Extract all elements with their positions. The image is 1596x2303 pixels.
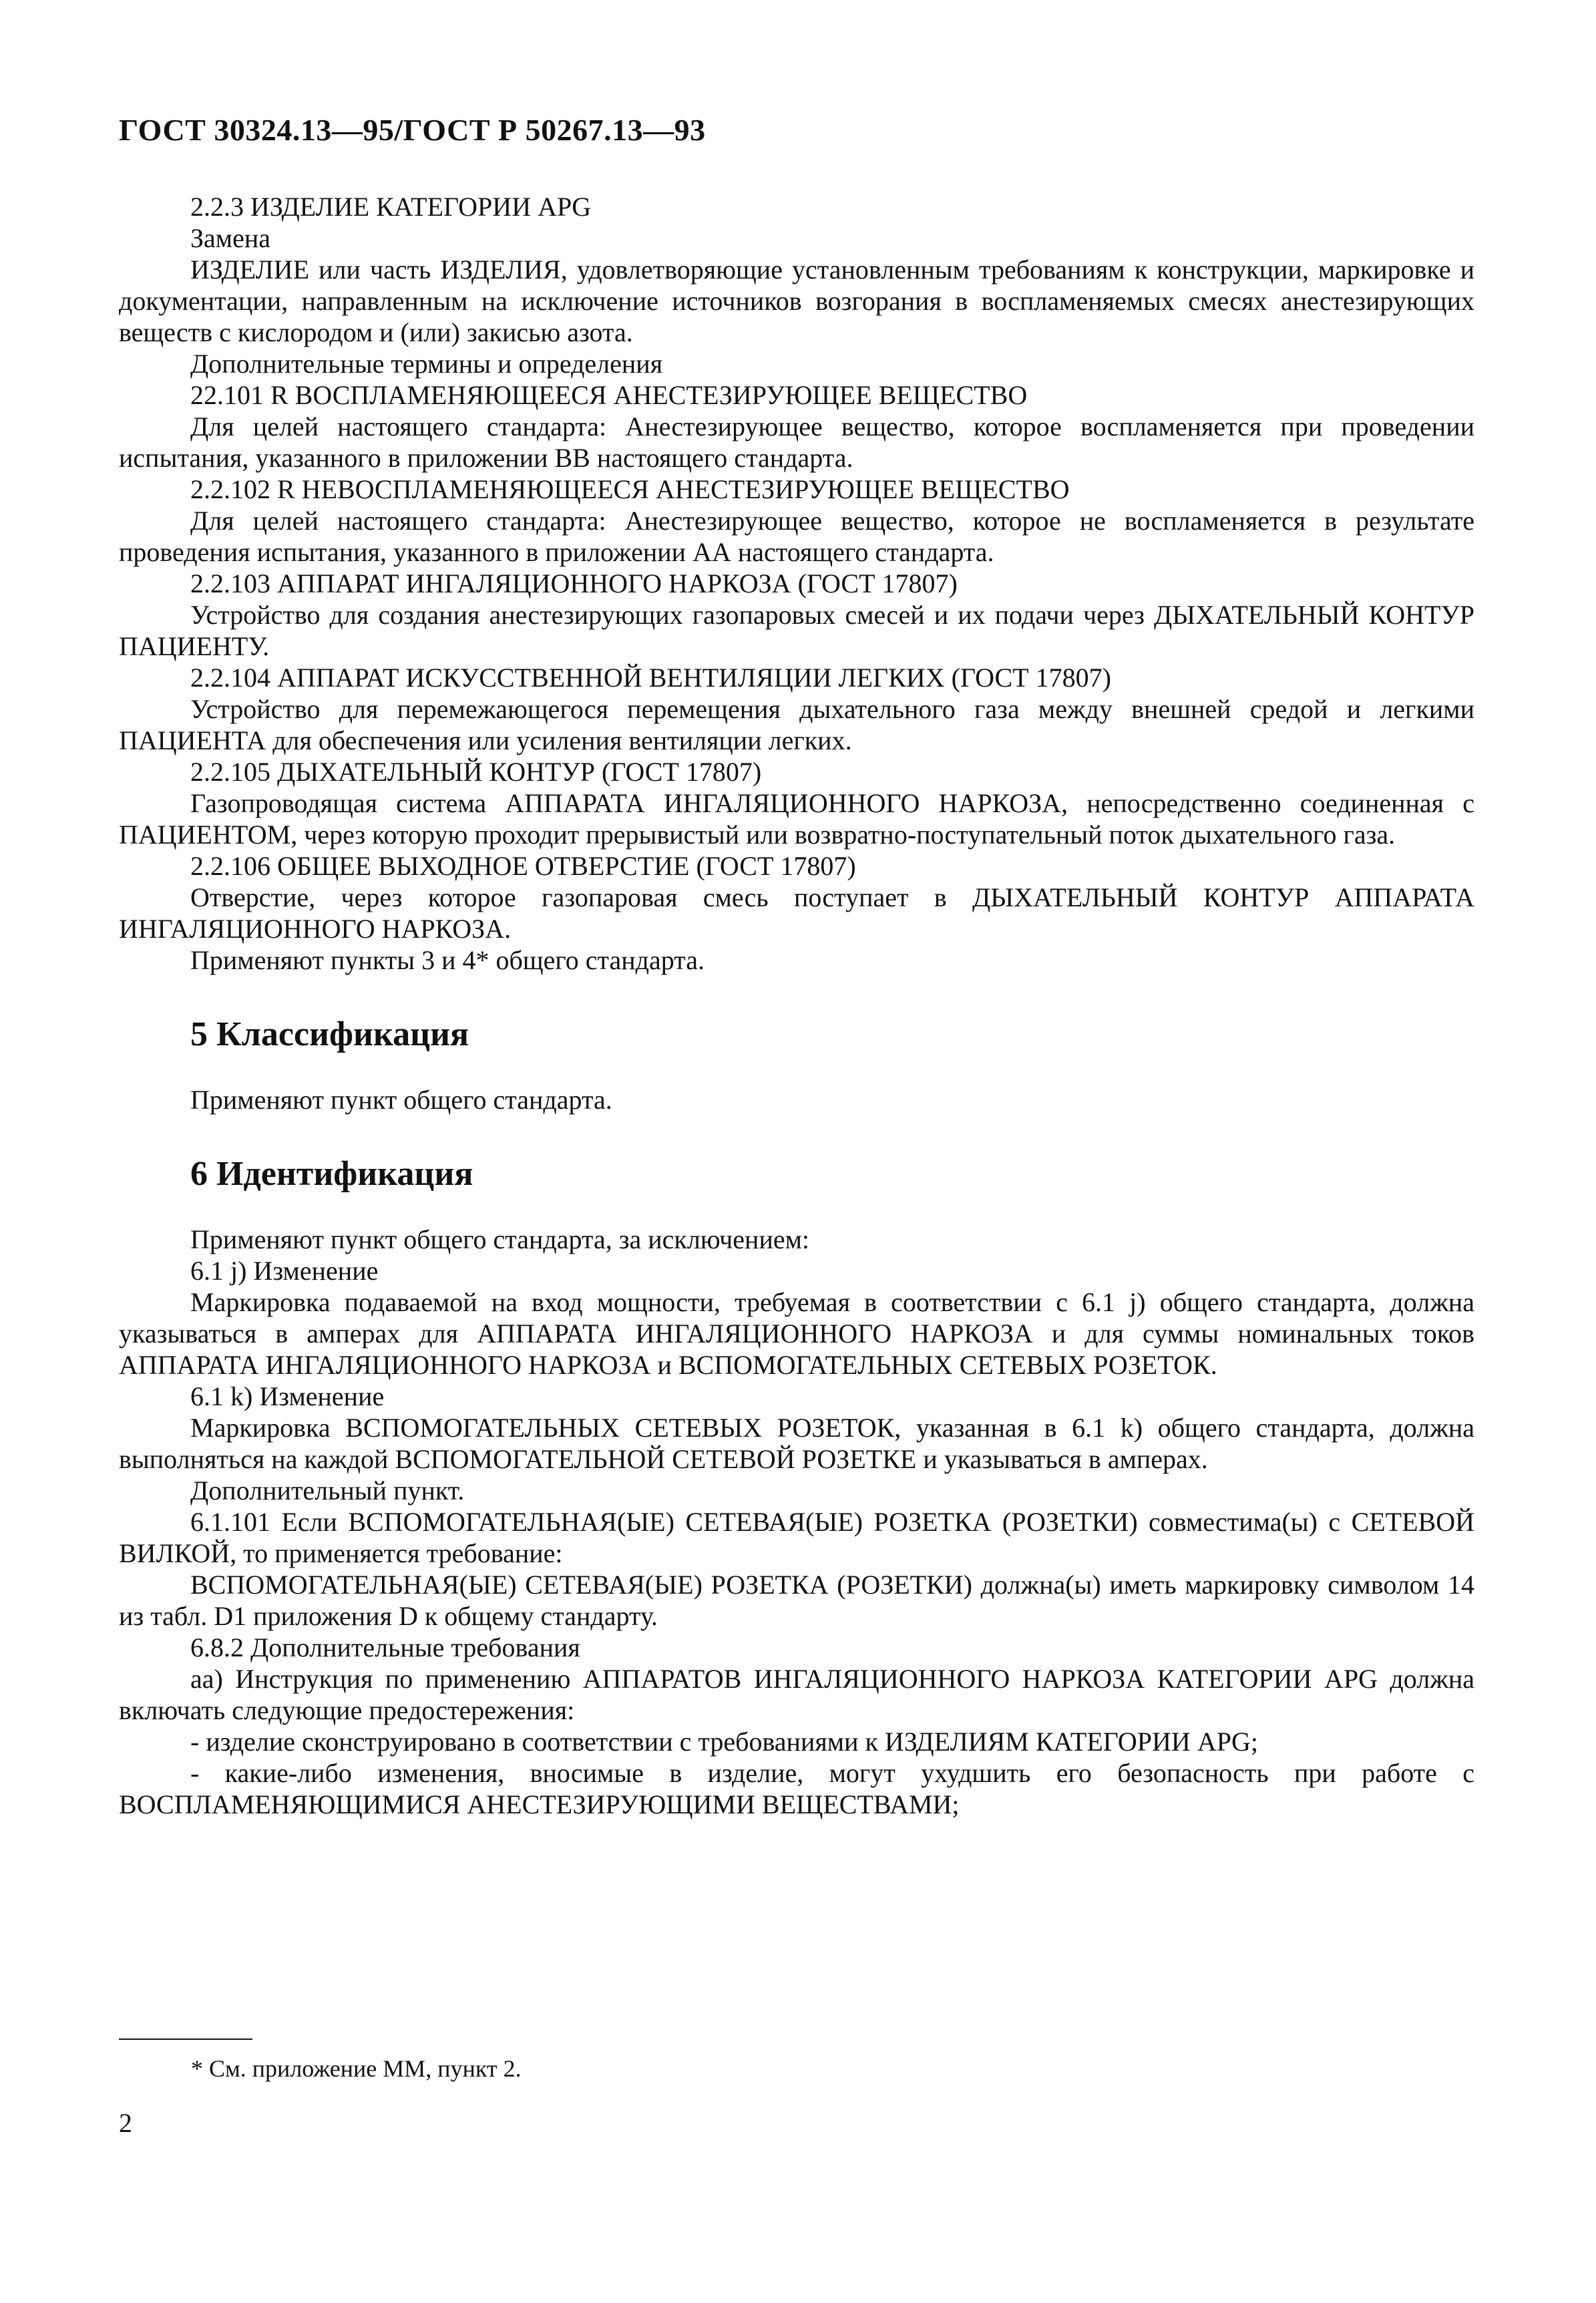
clause-2-2-106-title: 2.2.106 ОБЩЕЕ ВЫХОДНОЕ ОТВЕРСТИЕ (ГОСТ 17807) <box>190 851 856 881</box>
clause-6-1-101-requirement: ВСПОМОГАТЕЛЬНАЯ(ЫЕ) СЕТЕВАЯ(ЫЕ) РОЗЕТКА (РОЗЕТКИ) должна(ы) иметь маркировку символом 14 из табл. D1 приложения D к общему стандарту. <box>119 1570 1474 1631</box>
clause-2-2-3-text: ИЗДЕЛИЕ или часть ИЗДЕЛИЯ, удовлетворяющие установленным требованиям к конструкции, маркировке и документации, направленным на исключение источников возгорания в воспламеняемых смесях анестезирующих веществ с кислородом и (или) закисью азота. <box>119 254 1474 347</box>
clause-22-101-title: 22.101 R ВОСПЛАМЕНЯЮЩЕЕСЯ АНЕСТЕЗИРУЮЩЕЕ ВЕЩЕСТВО <box>190 380 1028 410</box>
footnote: * См. приложение ММ, пункт 2. <box>191 2055 522 2082</box>
page-number: 2 <box>119 2108 132 2138</box>
clause-6-8-2-title: 6.8.2 Дополнительные требования <box>190 1632 580 1662</box>
clause-2-2-3-label: Замена <box>190 223 271 253</box>
clause-2-2-3-title: 2.2.3 ИЗДЕЛИЕ КАТЕГОРИИ APG <box>190 192 592 222</box>
clause-2-2-102-title: 2.2.102 R НЕВОСПЛАМЕНЯЮЩЕЕСЯ АНЕСТЕЗИРУЮЩЕЕ ВЕЩЕСТВО <box>190 474 1070 504</box>
clause-6-8-2-aa: аа) Инструкция по применению АППАРАТОВ ИНГАЛЯЦИОННОГО НАРКОЗА КАТЕГОРИИ APG должна включать следующие предостережения: <box>119 1664 1474 1725</box>
clause-2-2-106-text: Отверстие, через которое газопаровая смесь поступает в ДЫХАТЕЛЬНЫЙ КОНТУР АППАРАТА ИНГАЛЯЦИОННОГО НАРКОЗА. <box>119 882 1474 944</box>
warning-item-1: - изделие сконструировано в соответствии с требованиями к ИЗДЕЛИЯМ КАТЕГОРИИ APG; <box>190 1727 1258 1757</box>
clause-2-2-104-title: 2.2.104 АППАРАТ ИСКУССТВЕННОЙ ВЕНТИЛЯЦИИ ЛЕГКИХ (ГОСТ 17807) <box>190 663 1111 693</box>
section-6-heading: 6 Идентификация <box>190 1155 473 1193</box>
section-5-text: Применяют пункт общего стандарта. <box>190 1085 612 1115</box>
additional-terms-heading: Дополнительные термины и определения <box>190 349 663 379</box>
clause-2-2-105-title: 2.2.105 ДЫХАТЕЛЬНЫЙ КОНТУР (ГОСТ 17807) <box>190 757 762 787</box>
clause-6-1-j-text: Маркировка подаваемой на вход мощности, требуемая в соответствии с 6.1 j) общего стандарта, должна указываться в амперах для АППАРАТА ИНГАЛЯЦИОННОГО НАРКОЗА и для суммы номинальных токов АППАРАТА ИНГАЛЯЦИОННОГО НАРКОЗА и ВСПОМОГАТЕЛЬНЫХ СЕТЕВЫХ РОЗЕТОК. <box>119 1287 1474 1380</box>
warning-item-2: - какие-либо изменения, вносимые в изделие, могут ухудшить его безопасность при работе с ВОСПЛАМЕНЯЮЩИМИСЯ АНЕСТЕЗИРУЮЩИМИ ВЕЩЕСТВАМИ; <box>119 1758 1474 1819</box>
clause-6-1-101-text: 6.1.101 Если ВСПОМОГАТЕЛЬНАЯ(ЫЕ) СЕТЕВАЯ(ЫЕ) РОЗЕТКА (РОЗЕТКИ) совместима(ы) с СЕТЕВОЙ ВИЛКОЙ, то применяется требование: <box>119 1507 1474 1568</box>
section-6-intro: Применяют пункт общего стандарта, за исключением: <box>190 1224 810 1254</box>
clause-2-2-103-title: 2.2.103 АППАРАТ ИНГАЛЯЦИОННОГО НАРКОЗА (ГОСТ 17807) <box>190 568 958 598</box>
clause-2-2-104-text: Устройство для перемежающегося перемещения дыхательного газа между внешней средой и легкими ПАЦИЕНТА для обеспечения или усиления вентиляции легких. <box>119 694 1474 755</box>
clause-2-2-105-text: Газопроводящая система АППАРАТА ИНГАЛЯЦИОННОГО НАРКОЗА, непосредственно соединенная с ПАЦИЕНТОМ, через которую проходит прерывистый или возвратно-поступательный поток дыхательного газа. <box>119 788 1474 850</box>
clauses-3-4-note: Применяют пункты 3 и 4* общего стандарта. <box>190 945 705 975</box>
clause-6-1-k-title: 6.1 k) Изменение <box>190 1381 385 1411</box>
document-body <box>119 191 1474 1820</box>
document-header: ГОСТ 30324.13—95/ГОСТ Р 50267.13—93 <box>119 113 706 147</box>
clause-6-1-j-title: 6.1 j) Изменение <box>190 1256 379 1286</box>
additional-clause-label: Дополнительный пункт. <box>190 1475 465 1505</box>
clause-6-1-k-text: Маркировка ВСПОМОГАТЕЛЬНЫХ СЕТЕВЫХ РОЗЕТОК, указанная в 6.1 k) общего стандарта, должна выполняться на каждой ВСПОМОГАТЕЛЬНОЙ СЕТЕВОЙ РОЗЕТКЕ и указываться в амперах. <box>119 1413 1474 1474</box>
footnote-divider <box>119 2039 252 2040</box>
clause-2-2-102-text: Для целей настоящего стандарта: Анестезирующее вещество, которое не воспламеняется в результате проведения испытания, указанного в приложении АА настоящего стандарта. <box>119 506 1474 567</box>
clause-2-2-103-text: Устройство для создания анестезирующих газопаровых смесей и их подачи через ДЫХАТЕЛЬНЫЙ КОНТУР ПАЦИЕНТУ. <box>119 600 1474 661</box>
section-5-heading: 5 Классификация <box>190 1015 469 1053</box>
clause-22-101-text: Для целей настоящего стандарта: Анестезирующее вещество, которое воспламеняется при проведении испытания, указанного в приложении ВВ настоящего стандарта. <box>119 411 1474 473</box>
